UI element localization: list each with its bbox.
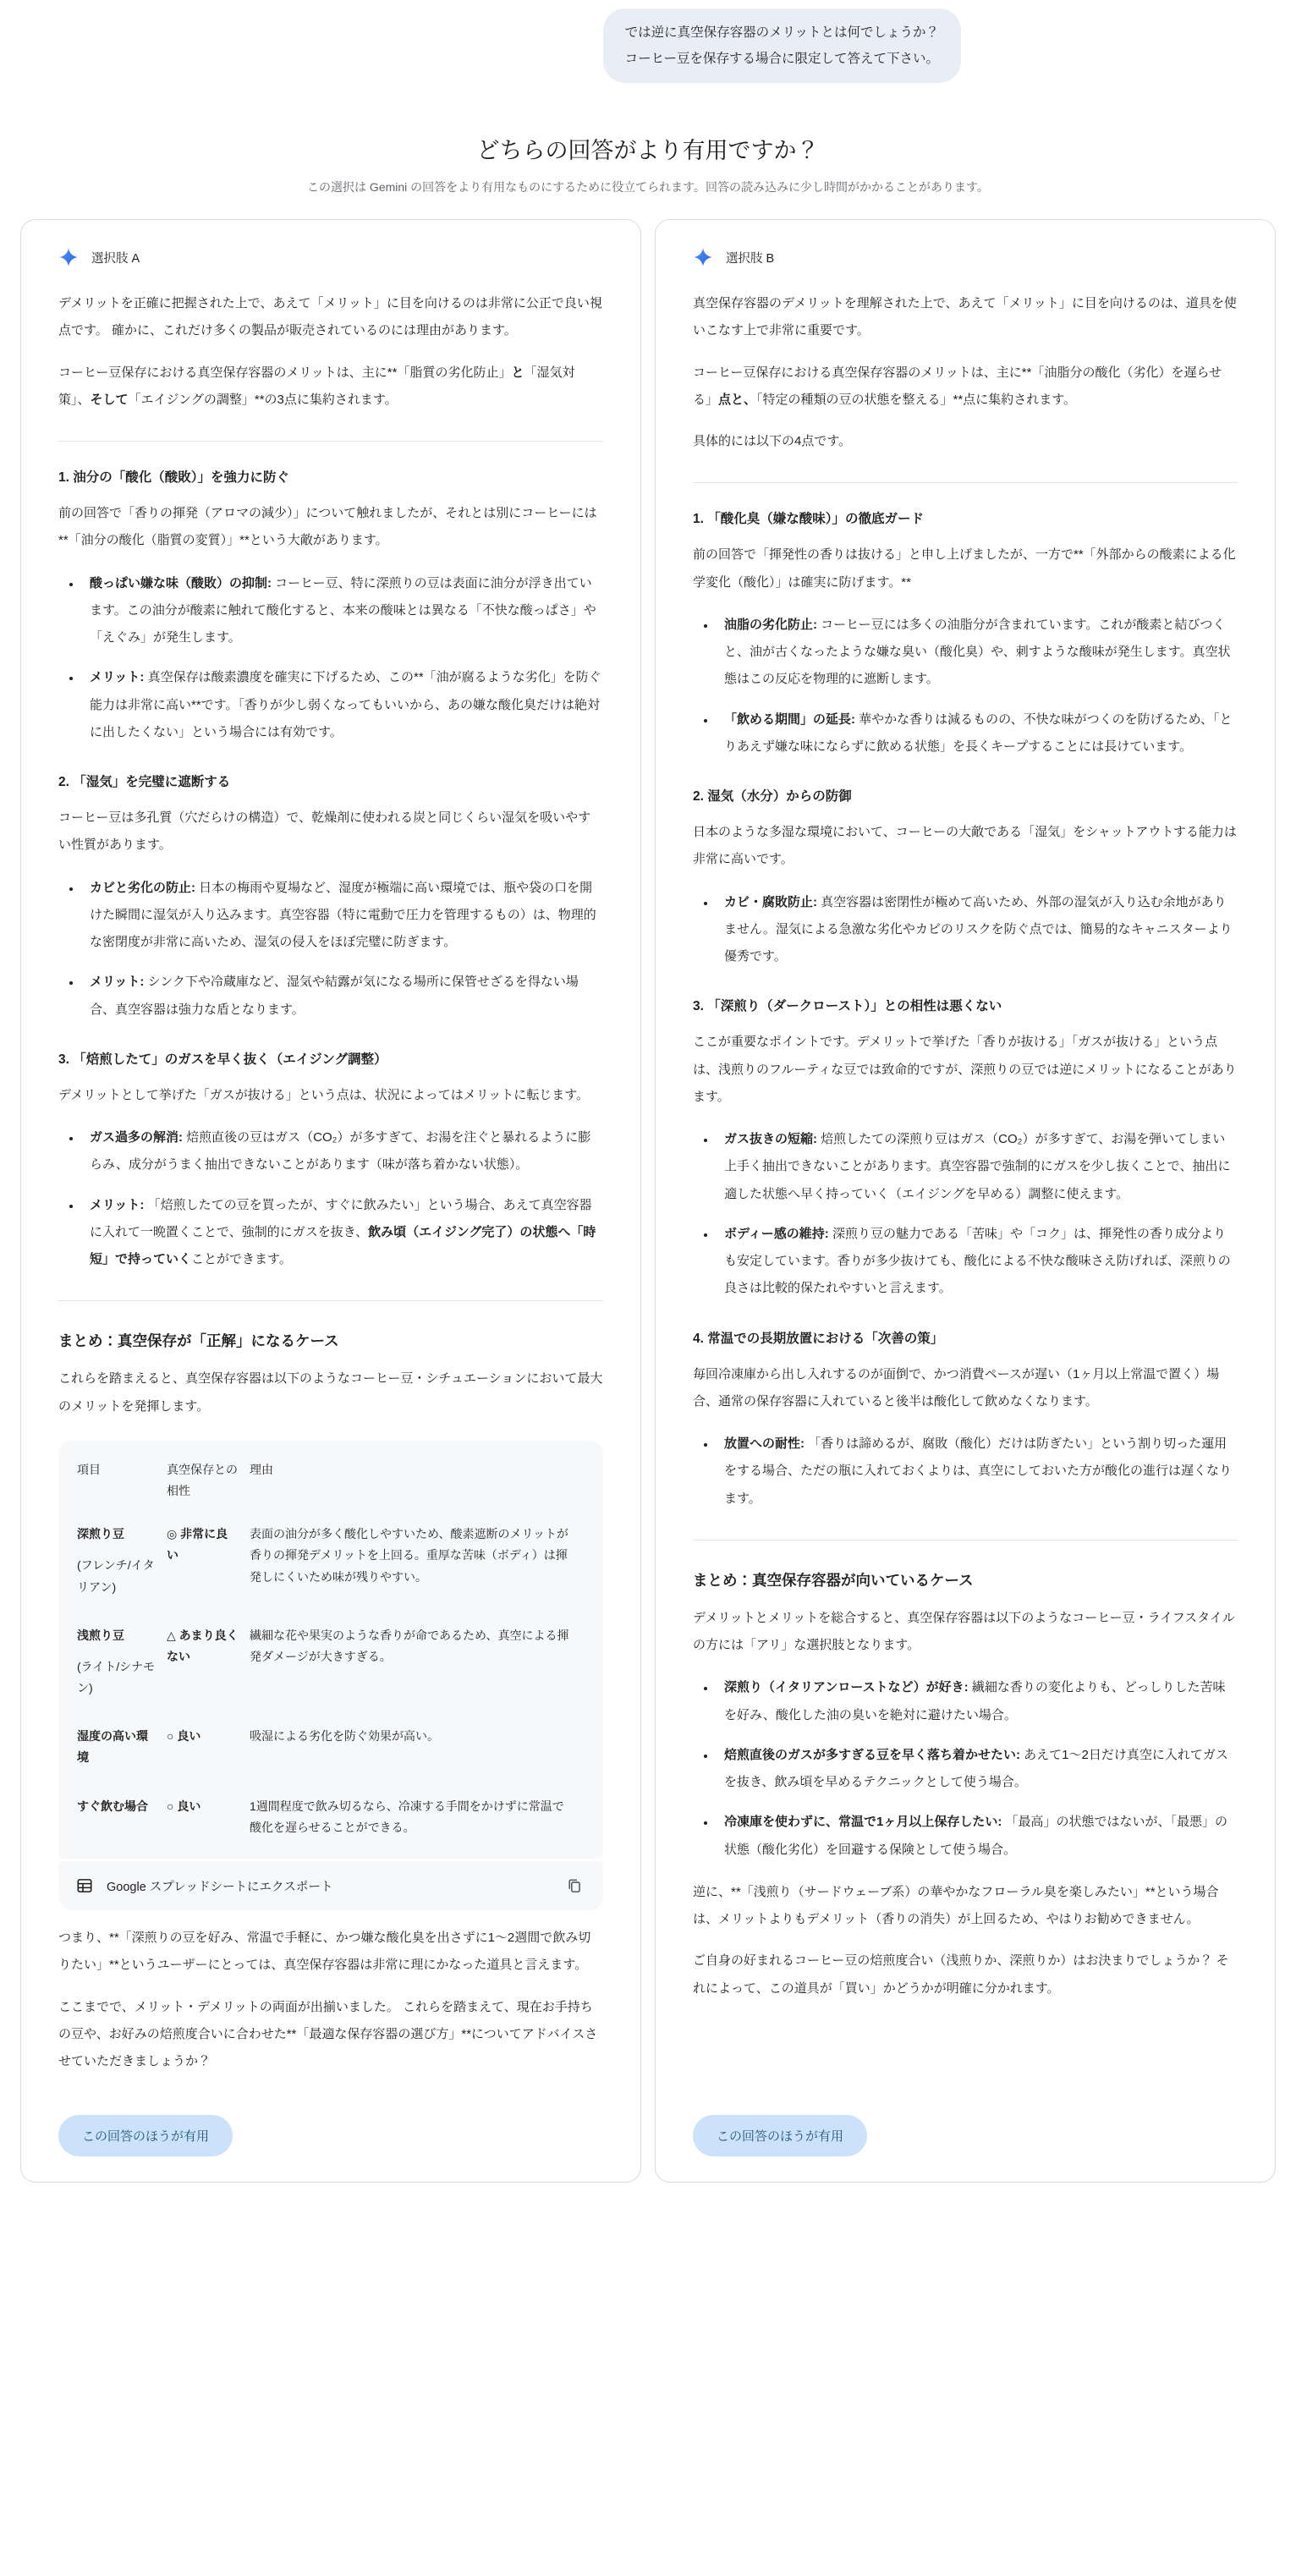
comparison-cards (20, 219, 1276, 2183)
user-message-line-1: では逆に真空保存容器のメリットとは何でしょうか？ (624, 25, 939, 40)
list-item: • メリット: 「焙煎したての豆を買ったが、すぐに飲みたい」という場合、あえて真空容器に入れて一晩置くことで、強制的にガスを抜き、飲み頃（エイジング完了）の状態へ「時短」で持っていくことができます。 (81, 1192, 603, 1274)
vote-row-b (693, 2090, 1238, 2156)
bullet-list (693, 1674, 1238, 1864)
section-heading: 1. 「酸化臭（嫌な酸味）」の徹底ガード (693, 512, 924, 527)
reason-cell: 1週間程度で飲み切るなら、冷凍する手間をかけずに常温で酸化を遅らせることができる。 (250, 1799, 564, 1834)
summary-heading: まとめ：真空保存容器が向いているケース (693, 1571, 974, 1589)
list-item: • ガス過多の解消: 焙煎直後の豆はガス（CO₂）が多すぎて、お湯を注ぐと暴れるように膨らみ、成分がうまく抽出できないことがあります（味が落ち着かない状態）。 (81, 1124, 603, 1179)
gemini-spark-icon (693, 247, 713, 267)
paragraph: デメリットとして挙げた「ガスが抜ける」という点は、状況によってはメリットに転じます。 (58, 1087, 590, 1102)
paragraph: ご自身の好まれるコーヒー豆の焙煎度合い（浅煎りか、深煎りか）はお決まりでしょうか？ それによって、この道具が「買い」かどうかが明確に分かれます。 (693, 1953, 1229, 1996)
item-subtitle: (ライト/シナモン) (77, 1659, 156, 1695)
rating-cell (167, 1711, 250, 1780)
divider (58, 441, 603, 442)
paragraph: コーヒー豆保存における真空保存容器のメリットは、主に**「油脂分の酸化（劣化）を遅らせる」点と、「特定の種類の豆の状態を整える」**点に集約されます。 (693, 365, 1222, 407)
list-item: • 酸っぱい嫌な味（酸敗）の抑制: コーヒー豆、特に深煎りの豆は表面に油分が浮き出ています。この油分が酸素に触れて酸化すると、本来の酸味とは異なる「不快な酸っぱさ」や「えぐみ」が発生します。 (81, 570, 603, 652)
page-title: どちらの回答がより有用ですか？ (476, 138, 820, 163)
section-heading: 2. 湿気（水分）からの防御 (693, 789, 852, 804)
paragraph: 前の回答で「香りの揮発（アロマの減少）」について触れましたが、それとは別にコーヒーには**「油分の酸化（脂質の変質）」**という大敵があります。 (58, 506, 597, 548)
item-cell (77, 1711, 167, 1780)
divider (58, 1300, 603, 1301)
rating-value: ○ 良い (167, 1729, 201, 1744)
gemini-spark-icon (58, 247, 79, 267)
list-item: • 焙煎直後のガスが多すぎる豆を早く落ち着かせたい: あえて1～2日だけ真空に入れてガスを抜き、飲み頃を早めるテクニックとして使う場合。 (716, 1742, 1238, 1797)
section-heading: 4. 常温での長期放置における「次善の策」 (693, 1331, 944, 1346)
rating-value: △ あまり良くない (167, 1628, 239, 1663)
vote-button-a[interactable]: この回答のほうが有用 (58, 2115, 233, 2156)
list-item: • 冷凍庫を使わずに、常温で1ヶ月以上保存したい: 「最高」の状態ではないが、「最悪」の状態（酸化劣化）を回避する保険として使う場合。 (716, 1809, 1238, 1864)
paragraph: 真空保存容器のデメリットを理解された上で、あえて「メリット」に目を向けるのは、道具を使いこなす上で非常に重要です。 (693, 296, 1237, 338)
option-b-header (693, 247, 1238, 267)
option-card-a (20, 219, 641, 2183)
option-body (58, 276, 603, 2090)
paragraph: コーヒー豆は多孔質（穴だらけの構造）で、乾燥剤に使われる炭と同じくらい湿気を吸いやすい性質があります。 (58, 810, 591, 853)
item-title: 湿度の高い環境 (77, 1729, 148, 1765)
rating-cell (167, 1610, 250, 1711)
rating-value: ◎ 非常に良い (167, 1527, 228, 1563)
paragraph: 日本のような多湿な環境において、コーヒーの大敵である「湿気」をシャットアウトする能力は非常に高いです。 (693, 825, 1237, 867)
paragraph: これらを踏まえると、真空保存容器は以下のようなコーヒー豆・シチュエーションにおいて最大のメリットを発揮します。 (58, 1371, 603, 1414)
item-subtitle: (フレンチ/イタリアン) (77, 1558, 155, 1594)
item-title: すぐ飲む場合 (77, 1799, 148, 1813)
list-item: • メリット: シンク下や冷蔵庫など、湿気や結露が気になる場所に保管せざるを得ない場合、真空容器は強力な盾となります。 (81, 969, 603, 1024)
reason-cell: 繊細な花や果実のような香りが命であるため、真空による揮発ダメージが大きすぎる。 (250, 1628, 569, 1663)
list-item: • 深煎り（イタリアンローストなど）が好き: 繊細な香りの変化よりも、どっしりした苦味を好み、酸化した油の臭いを絶対に避けたい場合。 (716, 1674, 1238, 1729)
paragraph: デメリットを正確に把握された上で、あえて「メリット」に目を向けるのは非常に公正で良い視点です。 確かに、これだけ多くの製品が販売されているのには理由があります。 (58, 296, 602, 338)
table-header-cell: 項目 (77, 1462, 101, 1476)
table-row (77, 1508, 585, 1610)
section-heading: 1. 油分の「酸化（酸敗）」を強力に防ぐ (58, 470, 289, 485)
item-title: 浅煎り豆 (77, 1628, 124, 1642)
rating-cell (167, 1781, 250, 1850)
bullet-list (58, 570, 603, 747)
bullet-list (693, 1126, 1238, 1303)
compatibility-table (77, 1458, 585, 1850)
item-title: 深煎り豆 (77, 1527, 124, 1541)
vote-row-a (58, 2090, 603, 2156)
bullet-list (58, 875, 603, 1024)
user-message-bubble (603, 8, 961, 83)
list-item: • 放置への耐性: 「香りは諦めるが、腐敗（酸化）だけは防ぎたい」という割り切った運用をする場合、ただの瓶に入れておくよりは、真空にしておいた方が酸化の進行は遅くなります。 (716, 1431, 1238, 1513)
divider (693, 1540, 1238, 1541)
bullet-list (693, 612, 1238, 761)
paragraph: 具体的には以下の4点です。 (693, 434, 852, 448)
item-cell (77, 1610, 167, 1711)
paragraph: つまり、**「深煎りの豆を好み、常温で手軽に、かつ嫌な酸化臭を出さずに1～2週間で飲み切りたい」**というユーザーにとっては、真空保存容器は非常に理にかなった道具と言えます。 (58, 1931, 591, 1973)
option-body (693, 276, 1238, 2017)
table-row (77, 1711, 585, 1780)
option-a-header (58, 247, 603, 267)
vote-button-b[interactable]: この回答のほうが有用 (693, 2115, 867, 2156)
paragraph: デメリットとメリットを総合すると、真空保存容器は以下のようなコーヒー豆・ライフスタイルの方には「アリ」な選択肢となります。 (693, 1610, 1235, 1652)
rating-cell (167, 1508, 250, 1610)
table-header-cell: 理由 (250, 1462, 273, 1476)
bullet-list (58, 1124, 603, 1273)
summary-heading: まとめ：真空保存が「正解」になるケース (58, 1332, 339, 1350)
bullet-list (693, 889, 1238, 971)
page-subtitle: この選択は Gemini の回答をより有用なものにするために役立てられます。回答の読み込みに少し時間がかかることがあります。 (307, 180, 989, 194)
chat-area (335, 8, 961, 83)
list-item: • 油脂の劣化防止: コーヒー豆には多くの油脂分が含まれています。これが酸素と結びつくと、油が古くなったような嫌な臭い（酸化臭）や、刺すような酸味が発生します。真空状態はこの反応を物理的に遮断します。 (716, 612, 1238, 694)
section-heading: 2. 「湿気」を完璧に遮断する (58, 775, 231, 789)
copy-icon (566, 1877, 583, 1894)
rating-value: ○ 良い (167, 1799, 201, 1813)
option-b-label: 選択肢 B (726, 251, 775, 266)
paragraph: ここまでで、メリット・デメリットの両面が出揃いました。 これらを踏まえて、現在お手持ちの豆や、お好みの焙煎度合いに合わせた**「最適な保存容器の選び方」**についてアドバイスさせていただきましょうか？ (58, 1999, 598, 2068)
paragraph: 逆に、**「浅煎り（サードウェーブ系）の華やかなフローラル臭を楽しみたい」**という場合は、メリットよりもデメリット（香りの消失）が上回るため、やはりお勧めできません。 (693, 1884, 1219, 1926)
option-card-b (655, 219, 1276, 2183)
reason-cell: 表面の油分が多く酸化しやすいため、酸素遮断のメリットが香りの揮発デメリットを上回る。重厚な苦味（ボディ）は揮発しにくいため味が残りやすい。 (250, 1527, 568, 1584)
divider (693, 482, 1238, 483)
user-message-line-2: コーヒー豆を保存する場合に限定して答えて下さい。 (624, 52, 939, 66)
option-a-label: 選択肢 A (91, 251, 140, 266)
table-row (77, 1610, 585, 1711)
paragraph: 毎回冷凍庫から出し入れするのが面倒で、かつ消費ペースが遅い（1ヶ月以上常温で置く）場合、通常の保存容器に入れていると後半は酸化して飲めなくなります。 (693, 1366, 1220, 1409)
paragraph: コーヒー豆保存における真空保存容器のメリットは、主に**「脂質の劣化防止」と「湿気対策」、そして「エイジングの調整」**の3点に集約されます。 (58, 365, 575, 407)
section-heading: 3. 「焙煎したて」のガスを早く抜く（エイジング調整） (58, 1052, 387, 1067)
export-bar (58, 1861, 603, 1910)
item-cell (77, 1508, 167, 1610)
list-item: • カビ・腐敗防止: 真空容器は密閉性が極めて高いため、外部の湿気が入り込む余地がありません。湿気による急激な劣化やカビのリスクを防ぐ点では、簡易的なキャニスターより優秀です。 (716, 889, 1238, 971)
table-header-cell: 真空保存との相性 (167, 1462, 238, 1497)
table-row (77, 1781, 585, 1850)
export-label: Google スプレッドシートにエクスポート (107, 1880, 333, 1894)
paragraph: ここが重要なポイントです。デメリットで挙げた「香りが抜ける」「ガスが抜ける」という点は、浅煎りのフルーティな豆では致命的ですが、深煎りの豆では逆にメリットになることがあります。 (693, 1035, 1237, 1104)
list-item: • ガス抜きの短縮: 焙煎したての深煎り豆はガス（CO₂）が多すぎて、お湯を弾いてしまい上手く抽出できないことがあります。真空容器で強制的にガスを少し抜くことで、抽出に適した状態へ早く持っていく（エイジングを早める）調整に使えます。 (716, 1126, 1238, 1208)
list-item: • メリット: 真空保存は酸素濃度を確実に下げるため、この**「油が腐るような劣化」を防ぐ能力は非常に高い**です。「香りが少し弱くなってもいいから、あの嫌な酸化臭だけは絶対に出したくない」という場合には有効です。 (81, 664, 603, 746)
export-to-sheets-button[interactable] (75, 1876, 332, 1895)
list-item: • ボディー感の維持: 深煎り豆の魅力である「苦味」や「コク」は、揮発性の香り成分よりも安定しています。香りが多少抜けても、酸化による不快な酸味さえ防げれば、深煎りの良さは比較的保たれやすいと言えます。 (716, 1221, 1238, 1303)
summary-table (58, 1441, 603, 1859)
paragraph: 前の回答で「揮発性の香りは抜ける」と申し上げましたが、一方で**「外部からの酸素による化学変化（酸化）」は確実に防げます。** (693, 547, 1236, 590)
bullet-list (693, 1431, 1238, 1513)
item-cell (77, 1781, 167, 1850)
list-item: • カビと劣化の防止: 日本の梅雨や夏場など、湿度が極端に高い環境では、瓶や袋の口を開けた瞬間に湿気が入り込みます。真空容器（特に電動で圧力を管理するもの）は、物理的な密閉度が非常に高いため、湿気の侵入をほぼ完璧に防ぎます。 (81, 875, 603, 957)
copy-table-button[interactable] (563, 1874, 586, 1898)
reason-cell: 吸湿による劣化を防ぐ効果が高い。 (250, 1729, 439, 1744)
list-item: • 「飲める期間」の延長: 華やかな香りは減るものの、不快な味がつくのを防げるため、「とりあえず嫌な味にならずに飲める状態」を長くキープすることには長けています。 (716, 706, 1238, 761)
spreadsheet-icon (75, 1876, 94, 1895)
section-heading: 3. 「深煎り（ダークロースト）」との相性は悪くない (693, 999, 1002, 1014)
